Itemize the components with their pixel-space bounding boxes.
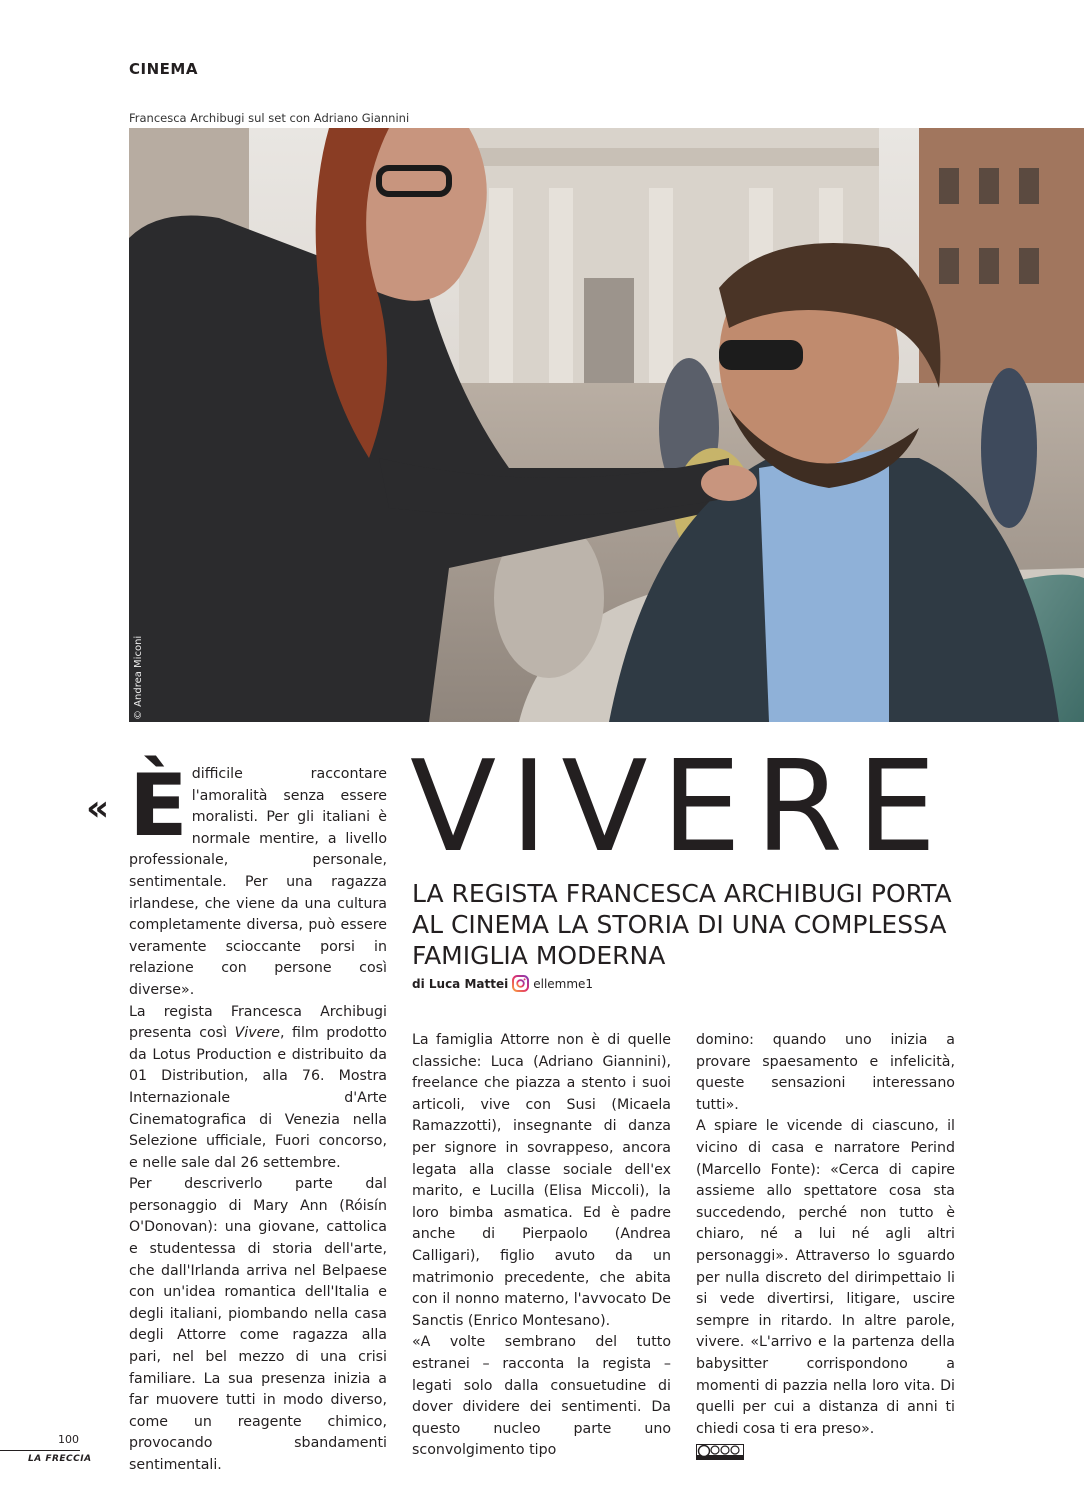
dropcap: È (129, 756, 188, 856)
magazine-name: LA FRECCIA (28, 1454, 92, 1464)
subheadline: LA REGISTA FRANCESCA ARCHIBUGI PORTA AL CINEMA LA STORIA DI UNA COMPLESSA FAMIGLIA MODERNA (412, 879, 952, 970)
photo-credit: © Andrea Miconi (133, 635, 144, 720)
headline: VIVERE (410, 733, 951, 880)
article-column-2 (412, 1030, 671, 1462)
col2-p2: «A volte sembrano del tutto estranei – racconta la regista – legati solo dalla consuetudine di dover dividere dei sentimenti. Da questo nucleo parte uno sconvolgimento tipo (412, 1334, 671, 1459)
creative-commons-icon (696, 1444, 744, 1468)
col2-p1: La famiglia Attorre non è di quelle classiche: Luca (Adriano Giannini), freelance che piazza a stento i suoi articoli, vive con Susi (Micaela Ramazzotti), insegnante di danza per signore in sovrappeso, ancora legata alla classe sociale dell'ex marito, e Lucilla (Elisa Miccoli), la loro bimba asmatica. Ed è padre anche di Pierpaolo (Andrea Calligari), figlio avuto da un matrimonio precedente, che abita con il nonno materno, l'avvocato De Sanctis (Enrico Montesano). (412, 1032, 671, 1329)
article-column-1 (129, 756, 387, 1477)
byline (412, 975, 593, 992)
col1-p3: Per descriverlo parte dal personaggio di Mary Ann (Róisín O'Donovan): una giovane, cattolica e studentessa di storia dell'arte, che dall'Irlanda arriva nel Belpaese con un'idea romantica dell'Italia e degli italiani, piombando nella casa degli Attorre come ragazza alla pari, nel bel mezzo di una crisi familiare. La sua presenza inizia a far muovere tutti in modo diverso, come un reagente chimico, provocando sbandamenti sentimentali. (129, 1176, 387, 1473)
footer-rule (0, 1450, 80, 1451)
byline-handle[interactable]: ellemme1 (533, 976, 594, 991)
film-title: Vivere (234, 1025, 280, 1042)
photo-caption: Francesca Archibugi sul set con Adriano Giannini (129, 111, 410, 125)
quote-mark: « (86, 788, 110, 829)
byline-author: di Luca Mattei (412, 976, 509, 991)
article-column-3 (696, 1030, 955, 1468)
instagram-icon (512, 975, 529, 992)
page-number: 100 (58, 1433, 79, 1446)
section-label: CINEMA (129, 60, 198, 78)
col1-p2: La regista Francesca Archibugi presenta così Vivere, film prodotto da Lotus Production e distribuito da 01 Distribution, alla 76. Mostra Internazionale d'Arte Cinematografica di Venezia nella Selezione ufficiale, Fuori concorso, e nelle sale dal 26 settembre. (129, 1003, 387, 1171)
col3-p1: domino: quando uno inizia a provare spaesamento e infelicità, queste sensazioni interessano tutti». (696, 1032, 955, 1113)
col3-p2: A spiare le vicende di ciascuno, il vicino di casa e narratore Perind (Marcello Fonte): «Cerca di capire assieme allo spettatore cosa sta succedendo, perché non tutto è chiaro, né a lui né agli altri personaggi». Attraverso lo sguardo per nulla discreto del dirimpettaio li si vede divertirsi, litigare, uscire sempre in ritardo. In altre parole, vivere. «L'arrivo e la partenza della babysitter corrispondono a momenti di pazzia nella loro vita. Di quelli per cui a distanza di anni ti chiedi cosa ti era preso». (696, 1118, 955, 1437)
article-photo (129, 128, 1084, 722)
col1-p1: difficile raccontare l'amoralità senza essere moralisti. Per gli italiani è normale mentire, a livello professionale, personale, sentimentale. Per una ragazza irlandese, che viene da una cultura completamente diversa, può essere veramente scioccante porsi in relazione con persone così diverse». (129, 766, 387, 998)
